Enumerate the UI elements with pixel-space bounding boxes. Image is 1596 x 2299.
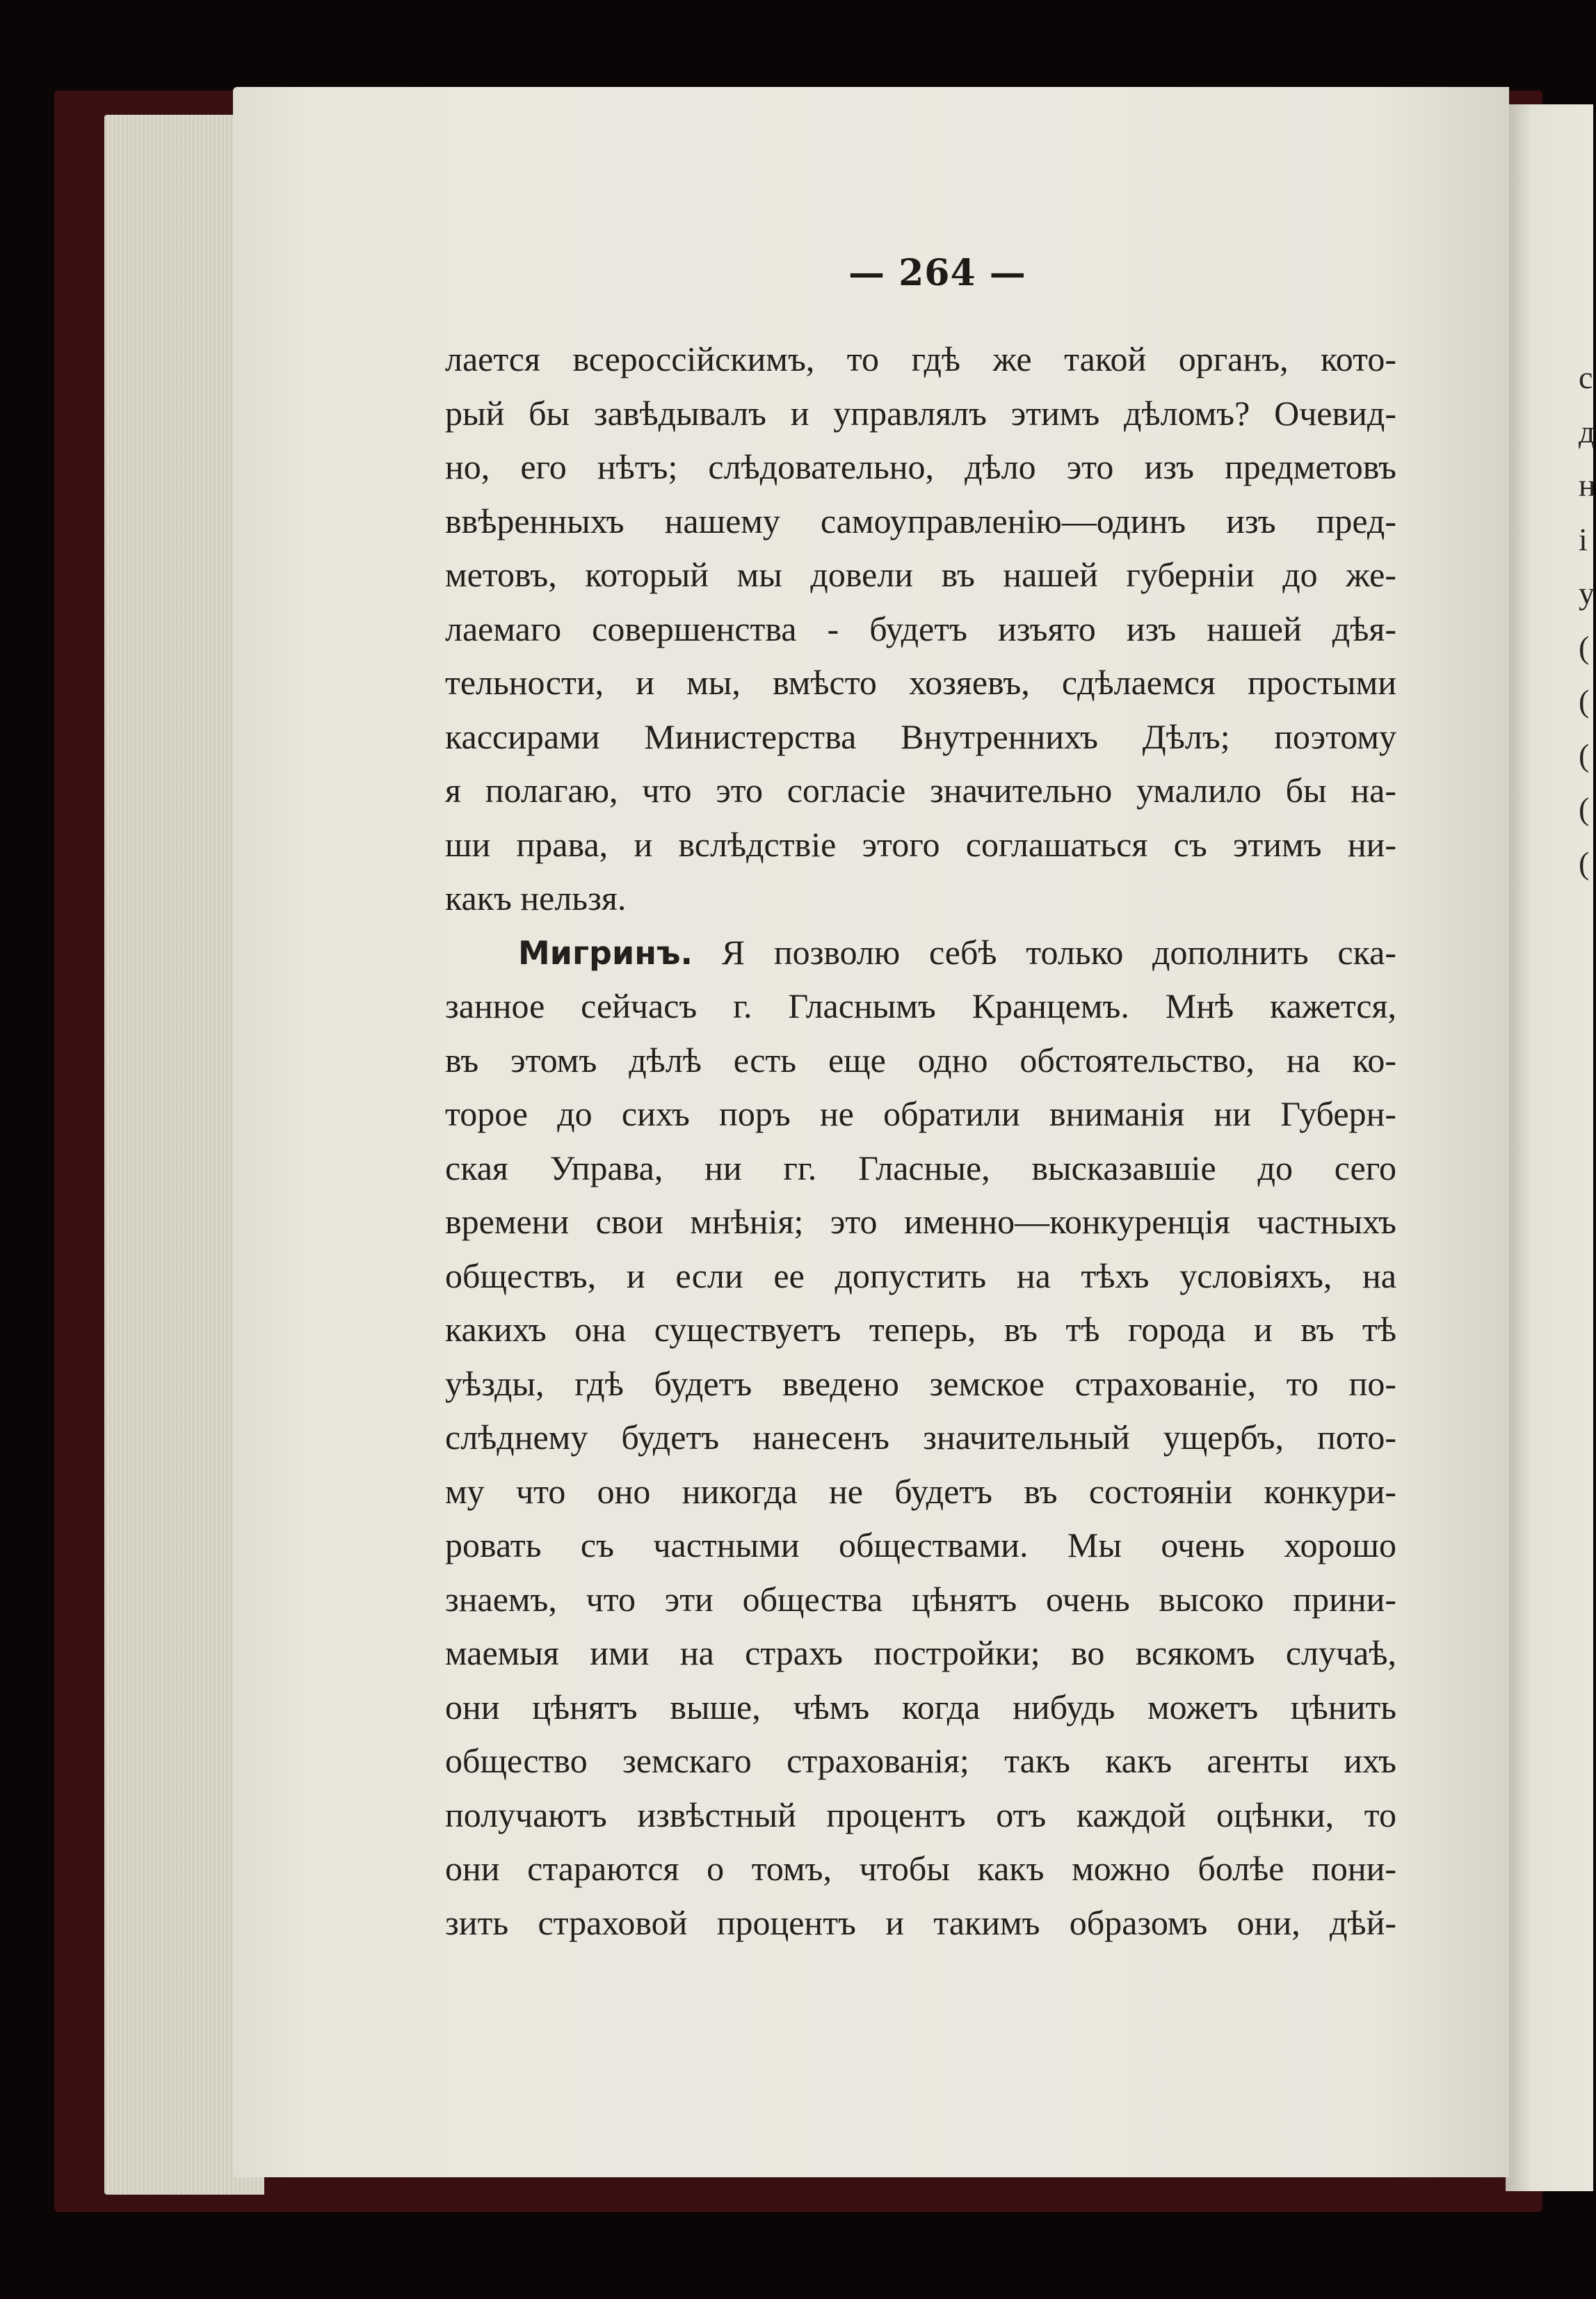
facing-page-letter: ( [1579,844,1590,881]
text-line: лается всероссійскимъ, то гдѣ же такой органъ, кото- [445,339,1396,378]
facing-page-letter: і [1579,521,1588,557]
text-line: метовъ, который мы довели въ нашей губерніи до же- [445,555,1396,594]
speaker-name: Мигринъ. [518,934,693,972]
text-line: какихъ она существуетъ теперь, въ тѣ города и въ тѣ [445,1310,1396,1349]
facing-page-letter: д [1579,413,1595,449]
page-text [445,333,1396,1950]
text-line: уѣзды, гдѣ будетъ введено земское страхованіе, то по- [445,1363,1396,1403]
text-line: времени свои мнѣнія; это именно—конкуренція частныхъ [445,1202,1396,1241]
text-line: ская Управа, ни гг. Гласные, высказавшіе до сего [445,1148,1396,1187]
facing-page-letter: с [1579,360,1593,395]
facing-page-letter: ( [1579,629,1590,665]
facing-page-letter: н [1579,467,1596,503]
facing-page-letter: у [1579,575,1595,611]
text-line: знаемъ, что эти общества цѣнятъ очень высоко прини- [445,1579,1396,1619]
text-line: слѣднему будетъ нанесенъ значительный ущербъ, пото- [445,1418,1396,1457]
text-line: зить страховой процентъ и такимъ образомъ они, дѣй- [445,1903,1396,1942]
facing-page-letter: ( [1579,791,1590,826]
text-line: кассирами Министерства Внутреннихъ Дѣлъ; поэтому [445,716,1396,756]
text-line: обществъ, и если ее допустить на тѣхъ условіяхъ, на [445,1256,1396,1295]
text-line: они стараются о томъ, чтобы какъ можно болѣе пони- [445,1849,1396,1888]
paragraph-1 [445,333,1396,926]
text-line: но, его нѣтъ; слѣдовательно, дѣло это изъ предметовъ [445,447,1396,486]
text-line: торое до сихъ поръ не обратили вниманія ни Губерн- [445,1094,1396,1133]
text-line: занное сейчасъ г. Гласнымъ Кранцемъ. Мнѣ кажется, [445,986,1396,1025]
text-line: они цѣнятъ выше, чѣмъ когда нибудь можетъ цѣнить [445,1687,1396,1727]
text-line: я полагаю, что это согласіе значительно умалило бы на- [445,771,1396,810]
text-line: общество земскаго страхованія; такъ какъ агенты ихъ [445,1741,1396,1780]
text-line: ввѣренныхъ нашему самоуправленію—одинъ изъ пред- [445,501,1396,540]
text-line: лаемаго совершенства - будетъ изъято изъ нашей дѣя- [445,609,1396,648]
speaker-text: Я позволю себѣ только дополнить ска- [721,932,1397,972]
text-line [445,926,1396,980]
text-line: тельности, и мы, вмѣсто хозяевъ, сдѣлаемся простыми [445,663,1396,702]
text-line: маемыя ими на страхъ постройки; во всякомъ случаѣ, [445,1633,1396,1672]
page-number: — 264 — [848,252,1026,294]
text-line: ровать съ частными обществами. Мы очень хорошо [445,1525,1396,1564]
paragraph-2 [445,926,1396,1950]
text-line: какъ нельзя. [445,879,627,918]
text-line: ши права, и вслѣдствіе этого соглашаться съ этимъ ни- [445,824,1396,864]
text-line: получаютъ извѣстный процентъ отъ каждой оцѣнки, то [445,1795,1396,1834]
text-line: въ этомъ дѣлѣ есть еще одно обстоятельство, на ко- [445,1040,1396,1080]
facing-page-letter: ( [1579,683,1590,719]
text-line: му что оно никогда не будетъ въ состояніи конкури- [445,1471,1396,1511]
text-line: рый бы завѣдывалъ и управлялъ этимъ дѣломъ? Очевид- [445,393,1396,433]
facing-page-letter: ( [1579,737,1590,773]
